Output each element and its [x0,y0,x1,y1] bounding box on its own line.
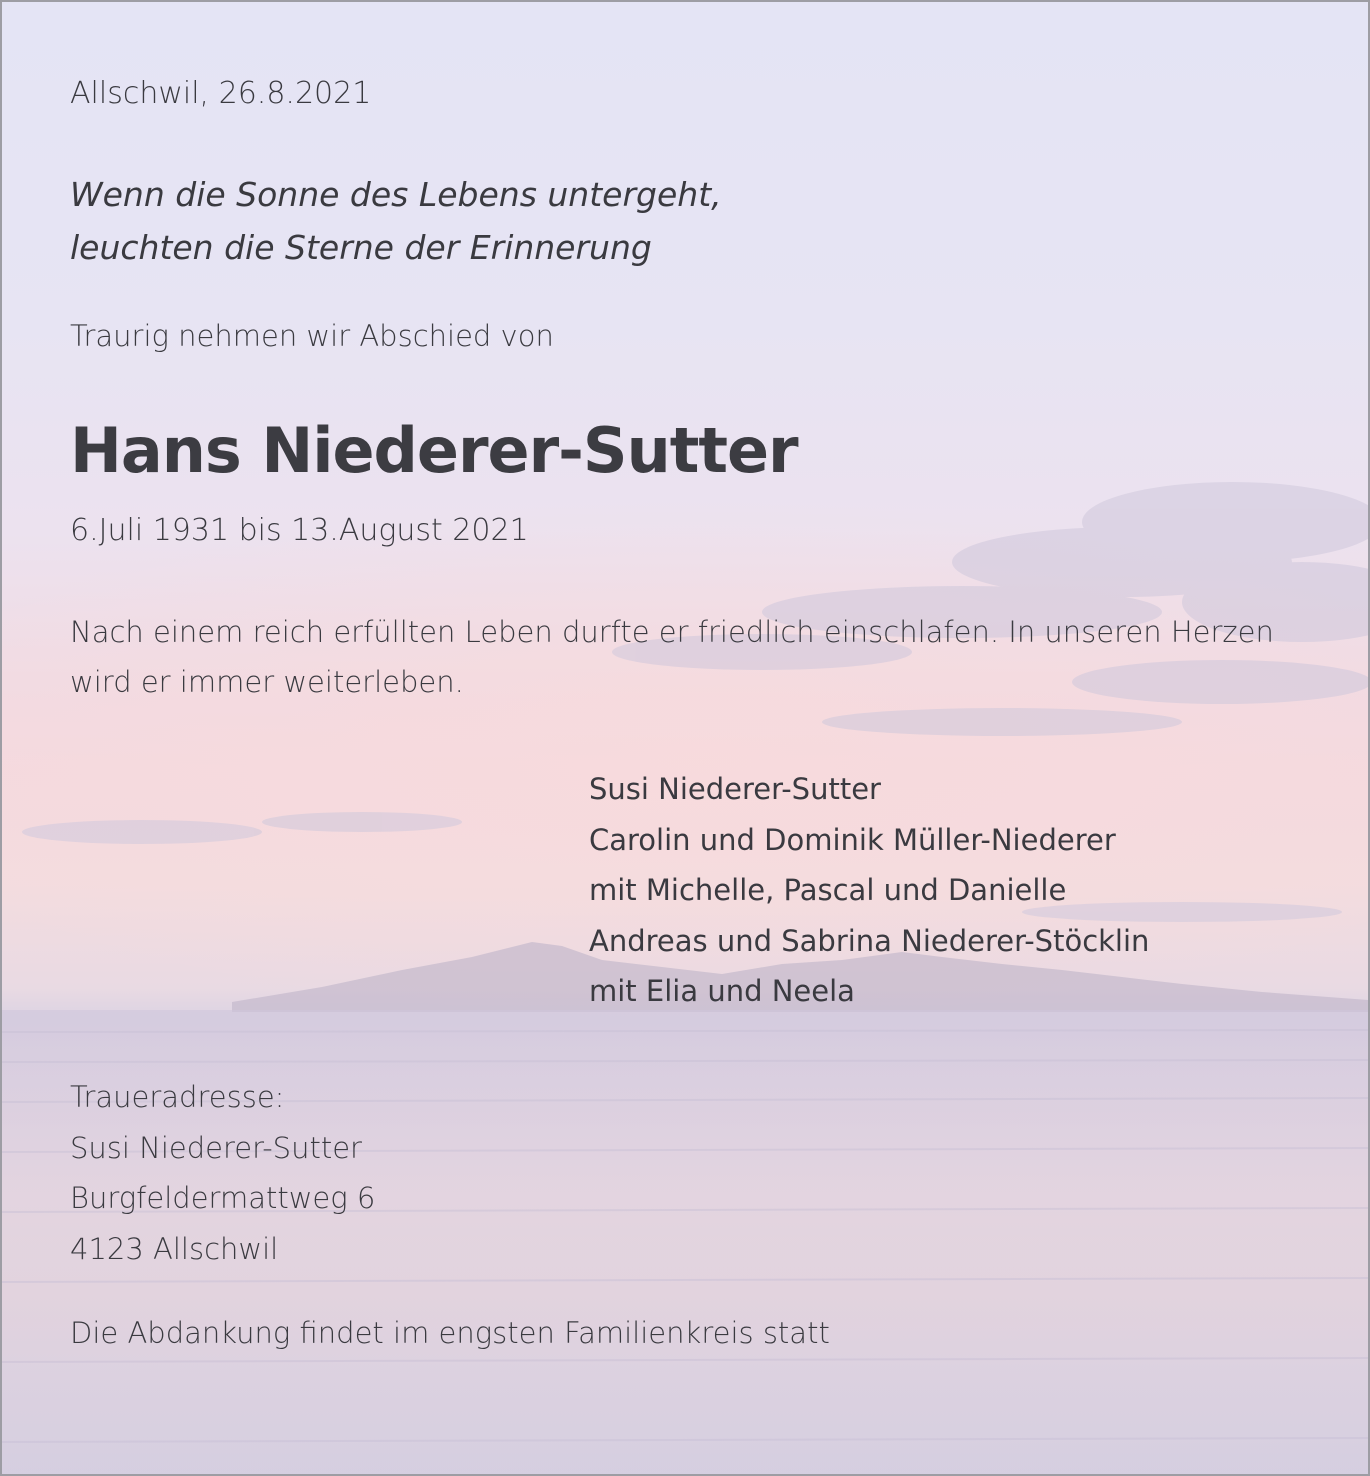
address-label: Traueradresse: [70,1080,285,1114]
family-member: mit Michelle, Pascal und Danielle [589,873,1067,907]
life-dates: 6.Juli 1931 bis 13.August 2021 [70,513,529,548]
family-member: Andreas und Sabrina Niederer-Stöcklin [589,923,1150,958]
memorial-quote [70,168,722,274]
mourning-address [70,1072,375,1274]
farewell-message: Nach einem reich erfüllten Leben durfte er friedlich einschlafen. In unseren Herzen wird er immer weiterleben. [70,615,1274,699]
address-street: Burgfeldermattweg 6 [70,1181,376,1215]
family-member: mit Elia und Neela [589,974,855,1008]
place-date: Allschwil, 26.8.2021 [70,76,372,111]
intro-text: Traurig nehmen wir Abschied von [70,319,554,353]
address-city: 4123 Allschwil [70,1231,279,1266]
family-member: Carolin und Dominik Müller-Niederer [589,822,1116,857]
ceremony-note: Die Abdankung findet im engsten Familienkreis statt [70,1316,830,1350]
family-list [589,764,1149,1017]
quote-line-1: Wenn die Sonne des Lebens untergeht, [70,175,722,214]
deceased-name: Hans Niederer-Sutter [70,414,798,487]
address-name: Susi Niederer-Sutter [70,1130,362,1165]
family-member: Susi Niederer-Sutter [589,772,881,806]
quote-line-2: leuchten die Sterne der Erinnerung [70,228,652,267]
